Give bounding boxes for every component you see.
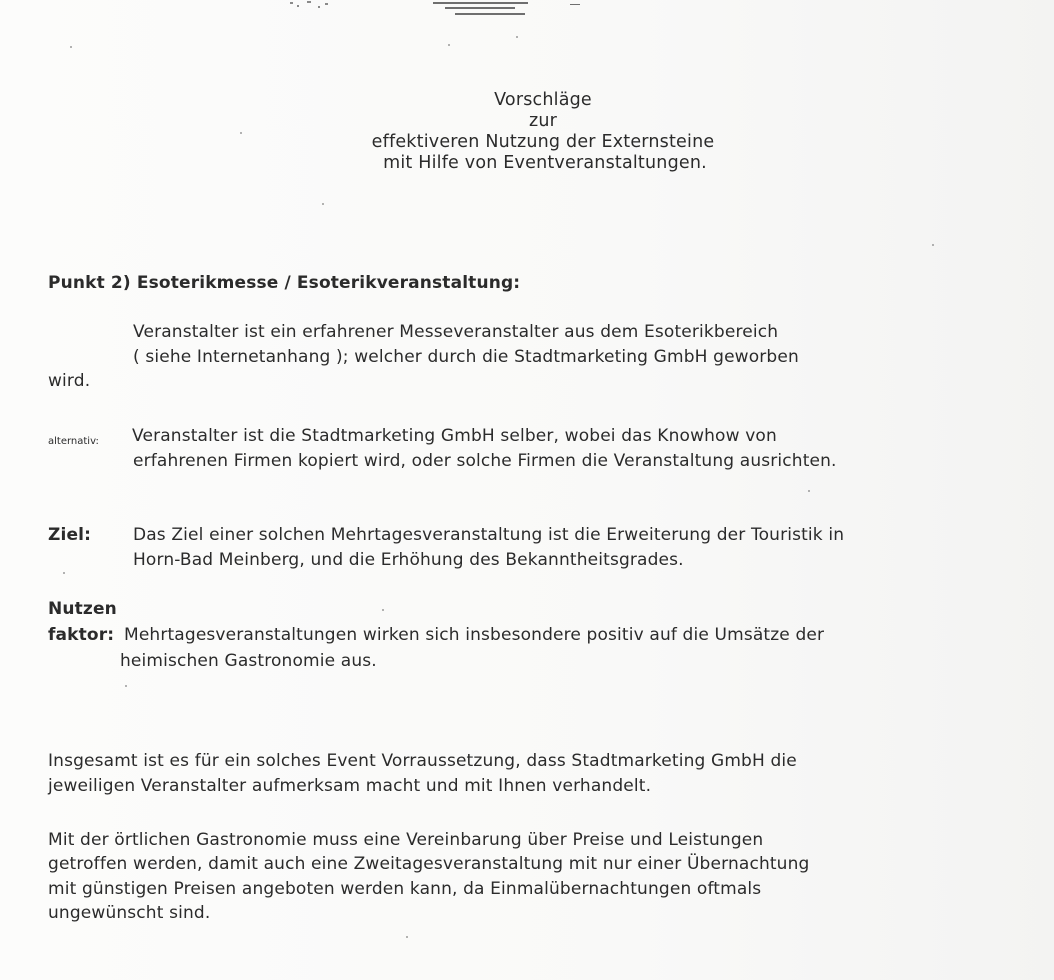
alternative-label: alternativ:	[48, 436, 99, 447]
alternative-line-2: erfahrenen Firmen kopiert wird, oder solche Firmen die Veranstaltung ausrichten.	[133, 451, 837, 471]
goal-line-2: Horn-Bad Meinberg, und die Erhöhung des Bekanntheitsgrades.	[133, 550, 684, 570]
title-line-2: zur	[528, 111, 558, 131]
alternative-line-1: Veranstalter ist die Stadtmarketing GmbH selber, wobei das Knowhow von	[132, 426, 777, 446]
title-line-3: effektiveren Nutzung der Externsteine	[371, 132, 715, 152]
scan-speck	[322, 203, 324, 205]
benefit-line-1: Mehrtagesveranstaltungen wirken sich insbesondere positiv auf die Umsätze der	[124, 625, 825, 645]
summary-line-2: jeweiligen Veranstalter aufmerksam macht und mit Ihnen verhandelt.	[48, 776, 652, 796]
gastronomy-line-4: ungewünscht sind.	[48, 903, 211, 923]
benefit-label-line-1: Nutzen	[48, 599, 117, 619]
organizer-line-1: Veranstalter ist ein erfahrener Messeveranstalter aus dem Esoterikbereich	[133, 322, 779, 342]
scan-speck	[382, 609, 384, 611]
benefit-label-line-2: faktor:	[48, 625, 115, 645]
document-title	[0, 90, 1030, 174]
gastronomy-line-3: mit günstigen Preisen angeboten werden kann, da Einmalübernachtungen oftmals	[48, 879, 762, 899]
scan-speck	[808, 490, 810, 492]
scan-speck	[932, 244, 934, 246]
goal-label: Ziel:	[48, 525, 92, 545]
goal-line-1: Das Ziel einer solchen Mehrtagesveranstaltung ist die Erweiterung der Touristik in	[133, 525, 845, 545]
scan-artifact-marks	[285, 0, 585, 30]
gastronomy-line-2: getroffen werden, damit auch eine Zweitagesveranstaltung mit nur einer Übernachtung	[48, 854, 810, 874]
summary-line-1: Insgesamt ist es für ein solches Event Vorraussetzung, dass Stadtmarketing GmbH die	[48, 751, 797, 771]
scan-speck	[125, 685, 127, 687]
organizer-line-2: ( siehe Internetanhang ); welcher durch die Stadtmarketing GmbH geworben	[133, 347, 799, 367]
title-line-4: mit Hilfe von Eventveranstaltungen.	[383, 153, 707, 173]
scan-artifact	[285, 0, 585, 30]
scan-speck	[70, 46, 72, 48]
gastronomy-line-1: Mit der örtlichen Gastronomie muss eine Vereinbarung über Preise und Leistungen	[48, 830, 764, 850]
scan-speck	[406, 936, 408, 938]
title-line-1: Vorschläge	[494, 90, 592, 110]
scan-speck	[516, 36, 518, 38]
benefit-line-2: heimischen Gastronomie aus.	[120, 651, 377, 671]
section-heading: Punkt 2) Esoterikmesse / Esoterikveranstaltung:	[48, 273, 521, 293]
organizer-line-3: wird.	[48, 371, 91, 391]
scan-speck	[63, 572, 65, 574]
scan-speck	[448, 44, 450, 46]
